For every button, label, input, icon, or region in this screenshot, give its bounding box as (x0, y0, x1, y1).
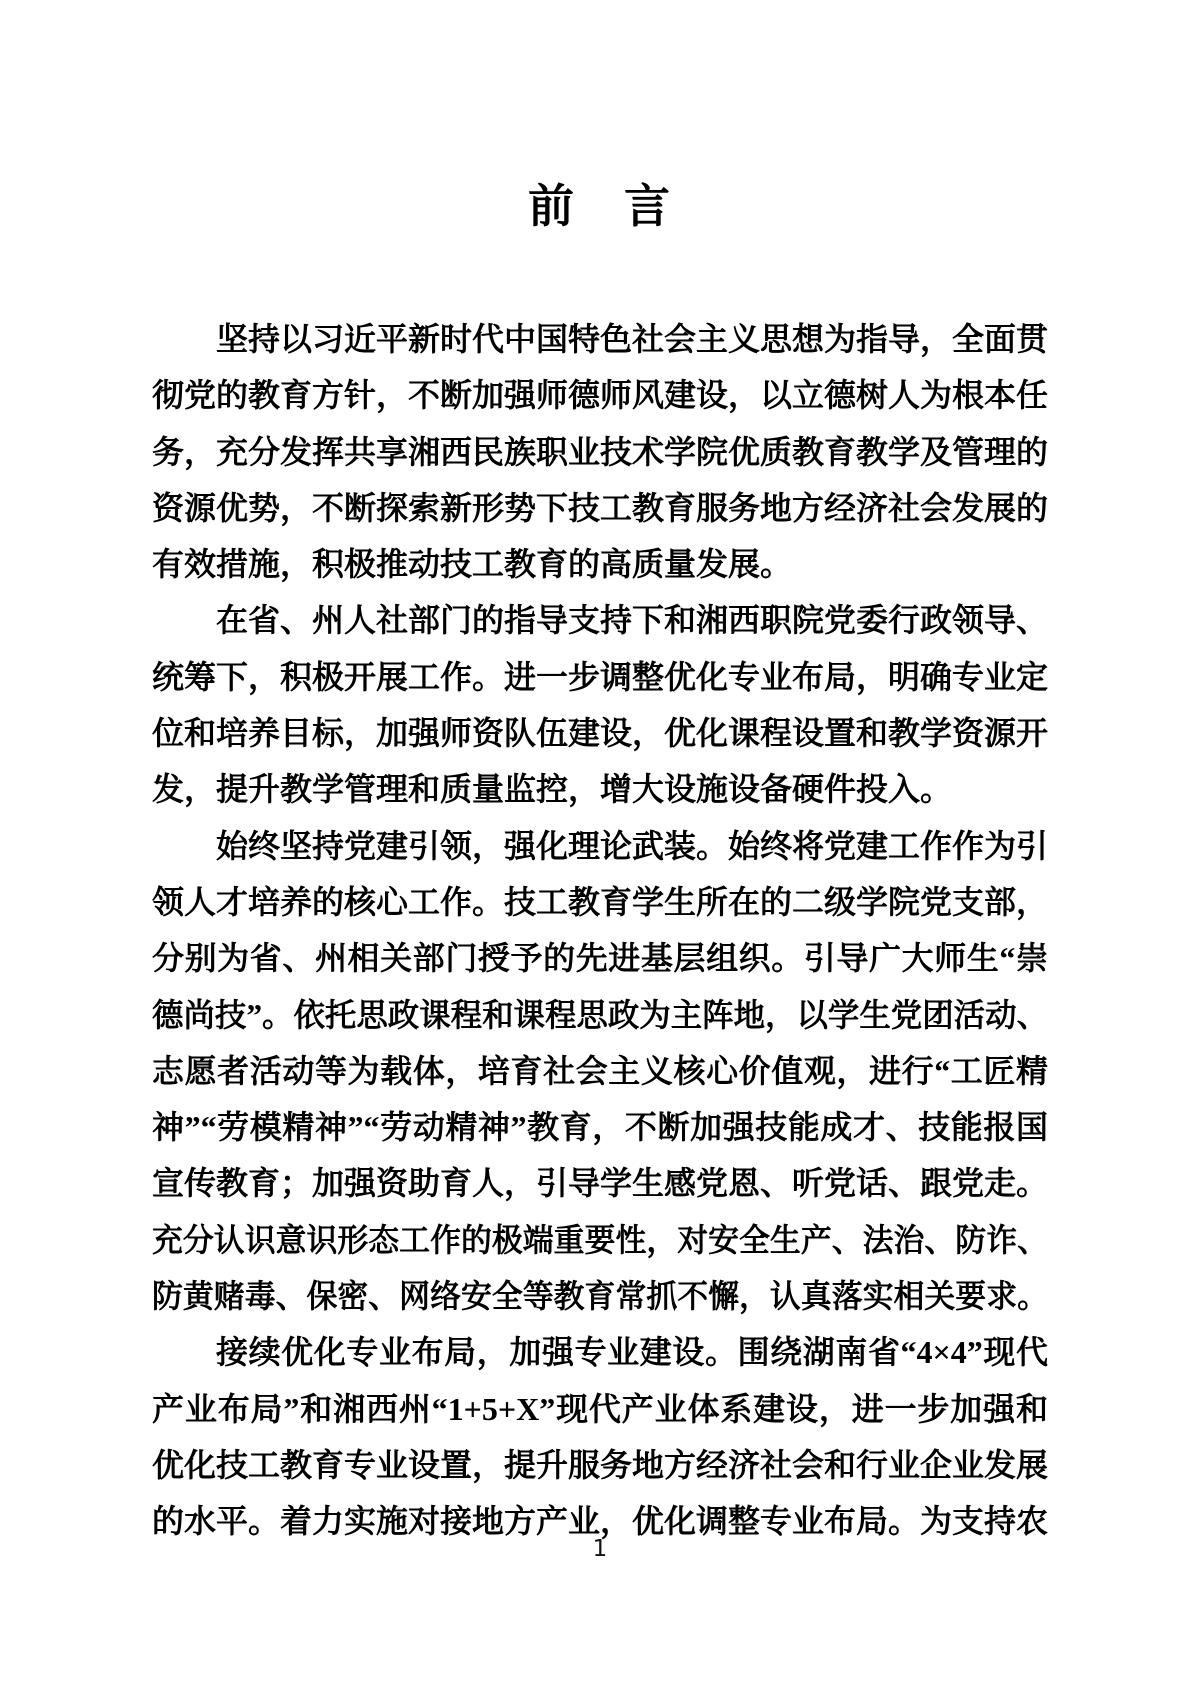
text-line: 宣传教育；加强资助育人，引导学生感党恩、听党话、跟党走。 (152, 1165, 1049, 1202)
text-line: 彻党的教育方针，不断加强师德师风建设，以立德树人为根本任 (152, 377, 1049, 414)
text-line: 防黄赌毒、保密、网络安全等教育常抓不懈，认真落实相关要求。 (152, 1278, 1049, 1315)
text-line: 资源优势，不断探索新形势下技工教育服务地方经济社会发展的 (152, 489, 1049, 526)
page-number: 1 (592, 1536, 608, 1562)
text-line: 有效措施，积极推动技工教育的高质量发展。 (152, 546, 793, 583)
text-line: 的水平。着力实施对接地方产业，优化调整专业布局。为支持农 (152, 1503, 1049, 1540)
paragraph (152, 592, 1048, 817)
text-line: 务，充分发挥共享湘西民族职业技术学院优质教育教学及管理的 (152, 433, 1049, 470)
text-line: 分别为省、州相关部门授予的先进基层组织。引导广大师生“崇 (152, 940, 1048, 977)
text-line: 接续优化专业布局，加强专业建设。围绕湖南省“4×4”现代 (216, 1334, 1048, 1371)
text-line: 德尚技”。依托思政课程和课程思政为主阵地，以学生党团活动、 (152, 996, 1049, 1033)
text-line: 位和培养目标，加强师资队伍建设，优化课程设置和教学资源开 (152, 715, 1049, 752)
page-title: 前 言 (528, 179, 672, 233)
text-line: 统筹下，积极开展工作。进一步调整优化专业布局，明确专业定 (152, 658, 1049, 695)
text-line: 志愿者活动等为载体，培育社会主义核心价值观，进行“工匠精 (152, 1052, 1048, 1089)
text-line: 在省、州人社部门的指导支持下和湘西职院党委行政领导、 (216, 602, 1049, 639)
text-line: 发，提升教学管理和质量监控，增大设施设备硬件投入。 (152, 771, 953, 808)
text-line: 优化技工教育专业设置，提升服务地方经济社会和行业企业发展 (152, 1446, 1049, 1483)
text-line: 坚持以习近平新时代中国特色社会主义思想为指导，全面贯 (216, 321, 1049, 357)
text-line: 充分认识意识形态工作的极端重要性，对安全生产、法治、防诈、 (152, 1221, 1049, 1258)
paragraph (152, 1324, 1048, 1549)
paragraph (152, 311, 1048, 592)
text-line: 产业布局”和湘西州“1+5+X”现代产业体系建设，进一步加强和 (152, 1390, 1048, 1427)
document-body (152, 311, 1048, 1550)
text-line: 领人才培养的核心工作。技工教育学生所在的二级学院党支部， (152, 883, 1049, 920)
text-line: 神”“劳模精神”“劳动精神”教育，不断加强技能成才、技能报国 (152, 1109, 1048, 1146)
paragraph (152, 818, 1048, 1325)
text-line: 始终坚持党建引领，强化理论武装。始终将党建工作作为引 (216, 827, 1049, 864)
